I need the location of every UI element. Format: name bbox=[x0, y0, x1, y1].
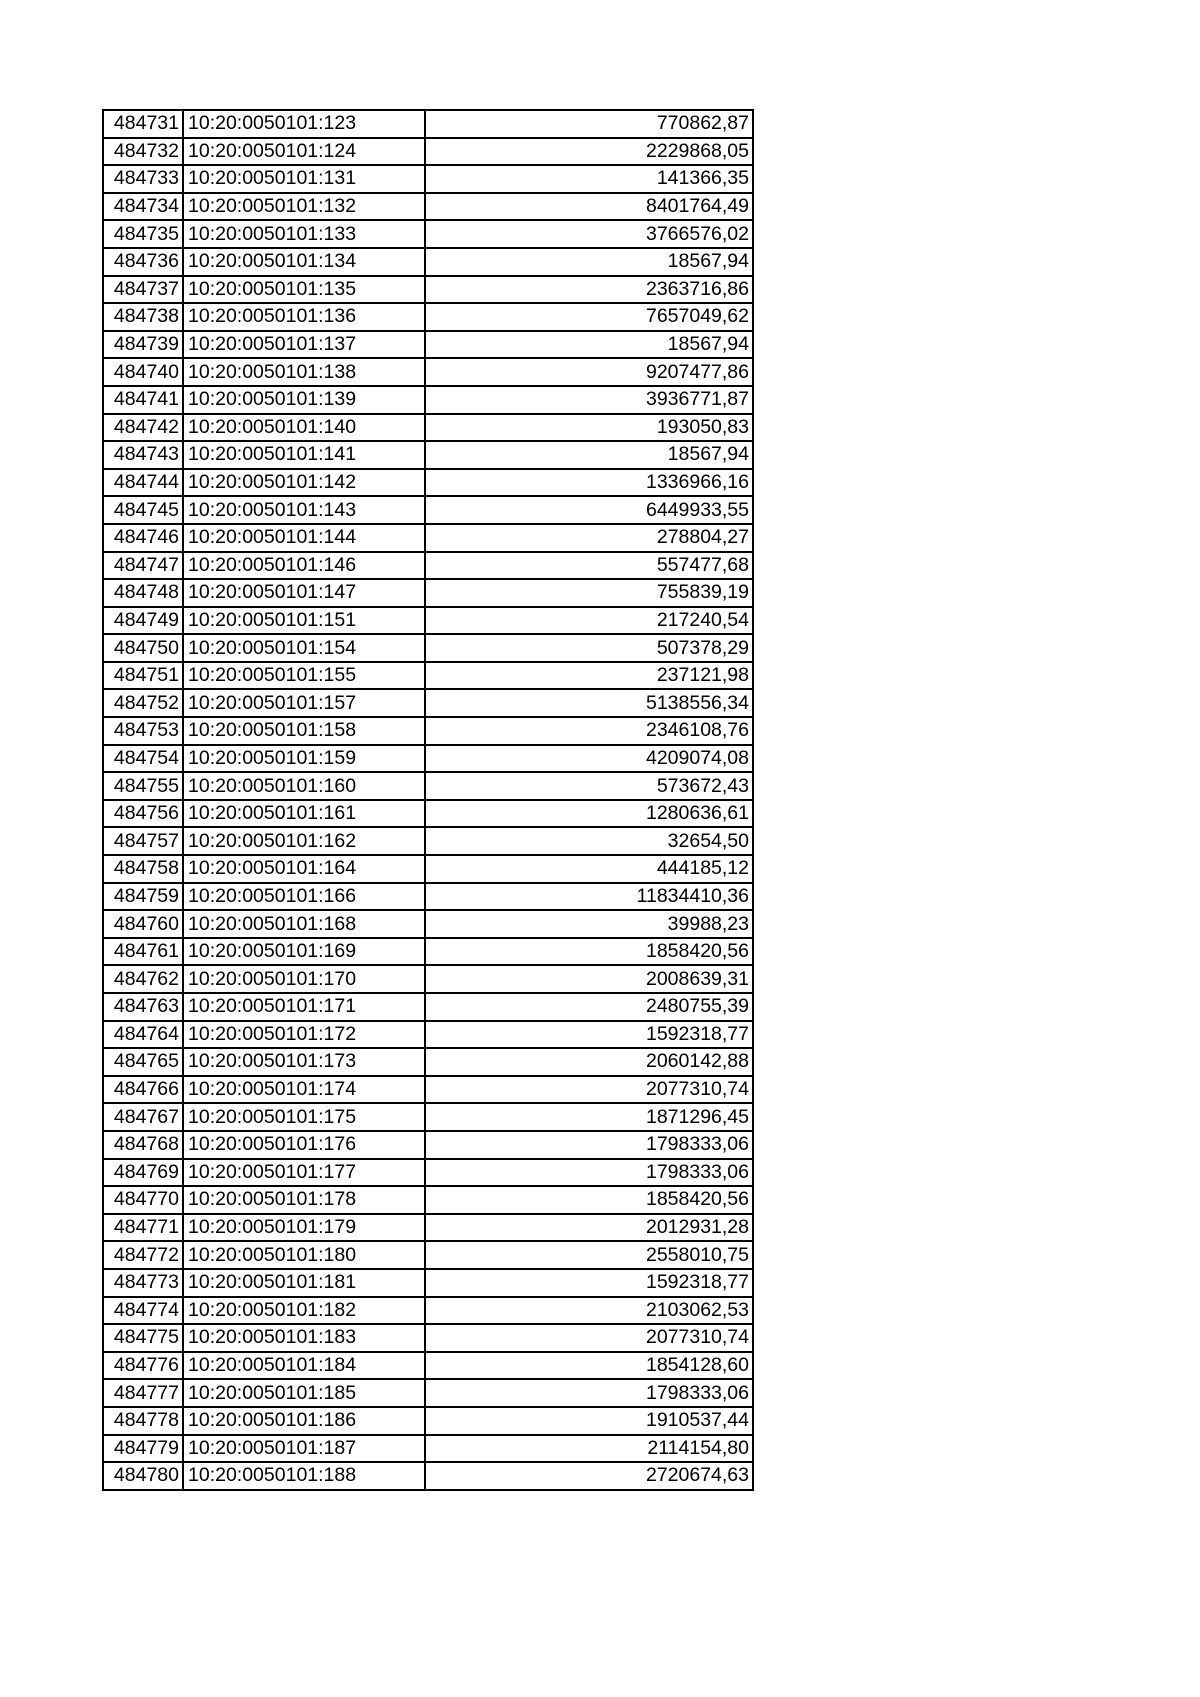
table-row bbox=[103, 303, 753, 331]
row-id-cell: 484766 bbox=[103, 1076, 183, 1104]
row-id-cell: 484774 bbox=[103, 1297, 183, 1325]
cadastral-number-cell: 10:20:0050101:173 bbox=[183, 1048, 425, 1076]
value-cell: 1858420,56 bbox=[425, 938, 753, 966]
cadastral-number-cell: 10:20:0050101:154 bbox=[183, 634, 425, 662]
table-row bbox=[103, 827, 753, 855]
cadastral-number-cell: 10:20:0050101:169 bbox=[183, 938, 425, 966]
row-id-cell: 484776 bbox=[103, 1352, 183, 1380]
value-cell: 7657049,62 bbox=[425, 303, 753, 331]
table-row bbox=[103, 855, 753, 883]
cadastral-number-cell: 10:20:0050101:142 bbox=[183, 469, 425, 497]
table-row bbox=[103, 883, 753, 911]
table-row bbox=[103, 1379, 753, 1407]
table-row bbox=[103, 1269, 753, 1297]
row-id-cell: 484736 bbox=[103, 248, 183, 276]
value-cell: 1280636,61 bbox=[425, 800, 753, 828]
row-id-cell: 484778 bbox=[103, 1407, 183, 1435]
row-id-cell: 484753 bbox=[103, 717, 183, 745]
value-cell: 2480755,39 bbox=[425, 993, 753, 1021]
value-cell: 18567,94 bbox=[425, 248, 753, 276]
row-id-cell: 484767 bbox=[103, 1103, 183, 1131]
table-row bbox=[103, 110, 753, 138]
value-cell: 141366,35 bbox=[425, 165, 753, 193]
row-id-cell: 484732 bbox=[103, 138, 183, 166]
value-cell: 1798333,06 bbox=[425, 1379, 753, 1407]
value-cell: 2077310,74 bbox=[425, 1324, 753, 1352]
value-cell: 2077310,74 bbox=[425, 1076, 753, 1104]
table-row bbox=[103, 1048, 753, 1076]
table-row bbox=[103, 248, 753, 276]
row-id-cell: 484777 bbox=[103, 1379, 183, 1407]
table-row bbox=[103, 1076, 753, 1104]
row-id-cell: 484756 bbox=[103, 800, 183, 828]
value-cell: 2720674,63 bbox=[425, 1462, 753, 1490]
value-cell: 18567,94 bbox=[425, 441, 753, 469]
table-row bbox=[103, 662, 753, 690]
table-row bbox=[103, 634, 753, 662]
value-cell: 2103062,53 bbox=[425, 1297, 753, 1325]
value-cell: 9207477,86 bbox=[425, 358, 753, 386]
cadastral-number-cell: 10:20:0050101:143 bbox=[183, 496, 425, 524]
cadastral-number-cell: 10:20:0050101:131 bbox=[183, 165, 425, 193]
value-cell: 444185,12 bbox=[425, 855, 753, 883]
cadastral-number-cell: 10:20:0050101:166 bbox=[183, 883, 425, 911]
cadastral-number-cell: 10:20:0050101:133 bbox=[183, 220, 425, 248]
value-cell: 2008639,31 bbox=[425, 965, 753, 993]
cadastral-number-cell: 10:20:0050101:159 bbox=[183, 745, 425, 773]
row-id-cell: 484762 bbox=[103, 965, 183, 993]
row-id-cell: 484749 bbox=[103, 607, 183, 635]
value-cell: 573672,43 bbox=[425, 772, 753, 800]
table-body bbox=[103, 110, 753, 1490]
row-id-cell: 484750 bbox=[103, 634, 183, 662]
table-row bbox=[103, 524, 753, 552]
value-cell: 755839,19 bbox=[425, 579, 753, 607]
table-row bbox=[103, 552, 753, 580]
value-cell: 6449933,55 bbox=[425, 496, 753, 524]
value-cell: 2114154,80 bbox=[425, 1435, 753, 1463]
table-row bbox=[103, 358, 753, 386]
cadastral-number-cell: 10:20:0050101:177 bbox=[183, 1159, 425, 1187]
value-cell: 1592318,77 bbox=[425, 1021, 753, 1049]
table-row bbox=[103, 220, 753, 248]
table-row bbox=[103, 331, 753, 359]
cadastral-number-cell: 10:20:0050101:176 bbox=[183, 1131, 425, 1159]
cadastral-number-cell: 10:20:0050101:136 bbox=[183, 303, 425, 331]
value-cell: 3766576,02 bbox=[425, 220, 753, 248]
table-row bbox=[103, 414, 753, 442]
cadastral-number-cell: 10:20:0050101:160 bbox=[183, 772, 425, 800]
cadastral-number-cell: 10:20:0050101:124 bbox=[183, 138, 425, 166]
value-cell: 1336966,16 bbox=[425, 469, 753, 497]
value-cell: 278804,27 bbox=[425, 524, 753, 552]
value-cell: 2229868,05 bbox=[425, 138, 753, 166]
value-cell: 4209074,08 bbox=[425, 745, 753, 773]
row-id-cell: 484735 bbox=[103, 220, 183, 248]
value-cell: 1858420,56 bbox=[425, 1186, 753, 1214]
cadastral-number-cell: 10:20:0050101:158 bbox=[183, 717, 425, 745]
cadastral-number-cell: 10:20:0050101:155 bbox=[183, 662, 425, 690]
row-id-cell: 484748 bbox=[103, 579, 183, 607]
value-cell: 1798333,06 bbox=[425, 1159, 753, 1187]
table-row bbox=[103, 1324, 753, 1352]
value-cell: 237121,98 bbox=[425, 662, 753, 690]
table-row bbox=[103, 993, 753, 1021]
table-row bbox=[103, 276, 753, 304]
table-row bbox=[103, 938, 753, 966]
cadastral-number-cell: 10:20:0050101:184 bbox=[183, 1352, 425, 1380]
cadastral-number-cell: 10:20:0050101:170 bbox=[183, 965, 425, 993]
table-row bbox=[103, 1435, 753, 1463]
table-row bbox=[103, 910, 753, 938]
value-cell: 1910537,44 bbox=[425, 1407, 753, 1435]
cadastral-number-cell: 10:20:0050101:178 bbox=[183, 1186, 425, 1214]
table-row bbox=[103, 441, 753, 469]
value-cell: 39988,23 bbox=[425, 910, 753, 938]
row-id-cell: 484733 bbox=[103, 165, 183, 193]
cadastral-number-cell: 10:20:0050101:168 bbox=[183, 910, 425, 938]
row-id-cell: 484743 bbox=[103, 441, 183, 469]
cadastral-number-cell: 10:20:0050101:183 bbox=[183, 1324, 425, 1352]
value-cell: 8401764,49 bbox=[425, 193, 753, 221]
row-id-cell: 484742 bbox=[103, 414, 183, 442]
value-cell: 557477,68 bbox=[425, 552, 753, 580]
cadastral-number-cell: 10:20:0050101:146 bbox=[183, 552, 425, 580]
table-row bbox=[103, 469, 753, 497]
cadastral-number-cell: 10:20:0050101:171 bbox=[183, 993, 425, 1021]
value-cell: 2060142,88 bbox=[425, 1048, 753, 1076]
cadastral-number-cell: 10:20:0050101:179 bbox=[183, 1214, 425, 1242]
cadastral-number-cell: 10:20:0050101:164 bbox=[183, 855, 425, 883]
table-row bbox=[103, 800, 753, 828]
value-cell: 1871296,45 bbox=[425, 1103, 753, 1131]
cadastral-number-cell: 10:20:0050101:134 bbox=[183, 248, 425, 276]
value-cell: 2012931,28 bbox=[425, 1214, 753, 1242]
row-id-cell: 484771 bbox=[103, 1214, 183, 1242]
table-row bbox=[103, 1159, 753, 1187]
row-id-cell: 484775 bbox=[103, 1324, 183, 1352]
cadastral-number-cell: 10:20:0050101:144 bbox=[183, 524, 425, 552]
row-id-cell: 484759 bbox=[103, 883, 183, 911]
row-id-cell: 484780 bbox=[103, 1462, 183, 1490]
value-cell: 5138556,34 bbox=[425, 689, 753, 717]
row-id-cell: 484754 bbox=[103, 745, 183, 773]
value-cell: 18567,94 bbox=[425, 331, 753, 359]
table-row bbox=[103, 1021, 753, 1049]
cadastral-number-cell: 10:20:0050101:180 bbox=[183, 1241, 425, 1269]
value-cell: 11834410,36 bbox=[425, 883, 753, 911]
cadastral-number-cell: 10:20:0050101:172 bbox=[183, 1021, 425, 1049]
value-cell: 507378,29 bbox=[425, 634, 753, 662]
cadastral-number-cell: 10:20:0050101:140 bbox=[183, 414, 425, 442]
table-row bbox=[103, 1462, 753, 1490]
row-id-cell: 484755 bbox=[103, 772, 183, 800]
cadastral-number-cell: 10:20:0050101:182 bbox=[183, 1297, 425, 1325]
table-row bbox=[103, 165, 753, 193]
cadastral-number-cell: 10:20:0050101:175 bbox=[183, 1103, 425, 1131]
table-row bbox=[103, 1131, 753, 1159]
row-id-cell: 484768 bbox=[103, 1131, 183, 1159]
value-cell: 32654,50 bbox=[425, 827, 753, 855]
cadastral-number-cell: 10:20:0050101:161 bbox=[183, 800, 425, 828]
cadastral-number-cell: 10:20:0050101:132 bbox=[183, 193, 425, 221]
row-id-cell: 484763 bbox=[103, 993, 183, 1021]
table-row bbox=[103, 689, 753, 717]
table-row bbox=[103, 1214, 753, 1242]
row-id-cell: 484761 bbox=[103, 938, 183, 966]
row-id-cell: 484746 bbox=[103, 524, 183, 552]
row-id-cell: 484739 bbox=[103, 331, 183, 359]
row-id-cell: 484769 bbox=[103, 1159, 183, 1187]
cadastral-number-cell: 10:20:0050101:188 bbox=[183, 1462, 425, 1490]
row-id-cell: 484745 bbox=[103, 496, 183, 524]
row-id-cell: 484779 bbox=[103, 1435, 183, 1463]
value-cell: 2558010,75 bbox=[425, 1241, 753, 1269]
cadastral-number-cell: 10:20:0050101:147 bbox=[183, 579, 425, 607]
data-table bbox=[102, 109, 754, 1491]
table-row bbox=[103, 1352, 753, 1380]
row-id-cell: 484773 bbox=[103, 1269, 183, 1297]
table-row bbox=[103, 1297, 753, 1325]
cadastral-number-cell: 10:20:0050101:139 bbox=[183, 386, 425, 414]
value-cell: 1592318,77 bbox=[425, 1269, 753, 1297]
table-row bbox=[103, 579, 753, 607]
cadastral-number-cell: 10:20:0050101:137 bbox=[183, 331, 425, 359]
row-id-cell: 484744 bbox=[103, 469, 183, 497]
row-id-cell: 484740 bbox=[103, 358, 183, 386]
table-row bbox=[103, 965, 753, 993]
table-row bbox=[103, 1241, 753, 1269]
cadastral-number-cell: 10:20:0050101:141 bbox=[183, 441, 425, 469]
table-row bbox=[103, 1186, 753, 1214]
row-id-cell: 484734 bbox=[103, 193, 183, 221]
row-id-cell: 484741 bbox=[103, 386, 183, 414]
table-row bbox=[103, 717, 753, 745]
row-id-cell: 484747 bbox=[103, 552, 183, 580]
row-id-cell: 484751 bbox=[103, 662, 183, 690]
value-cell: 2346108,76 bbox=[425, 717, 753, 745]
table-row bbox=[103, 138, 753, 166]
cadastral-number-cell: 10:20:0050101:151 bbox=[183, 607, 425, 635]
row-id-cell: 484738 bbox=[103, 303, 183, 331]
row-id-cell: 484731 bbox=[103, 110, 183, 138]
cadastral-number-cell: 10:20:0050101:187 bbox=[183, 1435, 425, 1463]
table-row bbox=[103, 1407, 753, 1435]
row-id-cell: 484765 bbox=[103, 1048, 183, 1076]
row-id-cell: 484737 bbox=[103, 276, 183, 304]
cadastral-number-cell: 10:20:0050101:181 bbox=[183, 1269, 425, 1297]
cadastral-number-cell: 10:20:0050101:135 bbox=[183, 276, 425, 304]
table-row bbox=[103, 1103, 753, 1131]
table-row bbox=[103, 386, 753, 414]
cadastral-number-cell: 10:20:0050101:174 bbox=[183, 1076, 425, 1104]
value-cell: 2363716,86 bbox=[425, 276, 753, 304]
row-id-cell: 484770 bbox=[103, 1186, 183, 1214]
cadastral-number-cell: 10:20:0050101:185 bbox=[183, 1379, 425, 1407]
row-id-cell: 484772 bbox=[103, 1241, 183, 1269]
cadastral-number-cell: 10:20:0050101:157 bbox=[183, 689, 425, 717]
value-cell: 1854128,60 bbox=[425, 1352, 753, 1380]
value-cell: 770862,87 bbox=[425, 110, 753, 138]
row-id-cell: 484758 bbox=[103, 855, 183, 883]
table-row bbox=[103, 745, 753, 773]
value-cell: 193050,83 bbox=[425, 414, 753, 442]
cadastral-number-cell: 10:20:0050101:138 bbox=[183, 358, 425, 386]
table-row bbox=[103, 193, 753, 221]
row-id-cell: 484752 bbox=[103, 689, 183, 717]
row-id-cell: 484760 bbox=[103, 910, 183, 938]
table-row bbox=[103, 496, 753, 524]
table-row bbox=[103, 607, 753, 635]
value-cell: 217240,54 bbox=[425, 607, 753, 635]
row-id-cell: 484757 bbox=[103, 827, 183, 855]
cadastral-number-cell: 10:20:0050101:123 bbox=[183, 110, 425, 138]
table-row bbox=[103, 772, 753, 800]
cadastral-number-cell: 10:20:0050101:162 bbox=[183, 827, 425, 855]
value-cell: 1798333,06 bbox=[425, 1131, 753, 1159]
cadastral-number-cell: 10:20:0050101:186 bbox=[183, 1407, 425, 1435]
value-cell: 3936771,87 bbox=[425, 386, 753, 414]
row-id-cell: 484764 bbox=[103, 1021, 183, 1049]
